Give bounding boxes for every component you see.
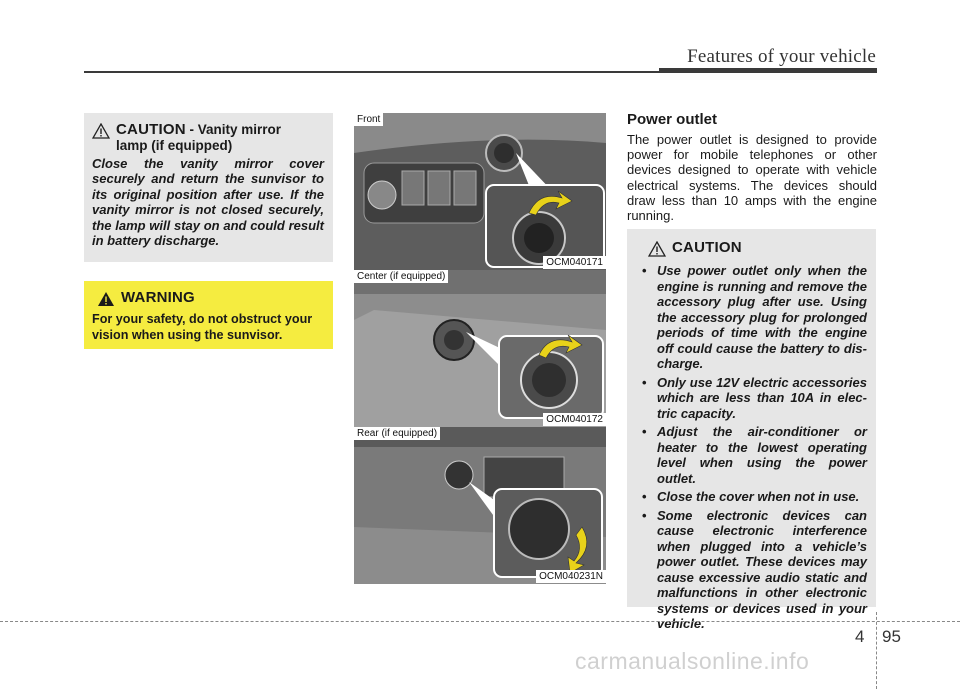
- warning-sunvisor-heading: WARNING: [121, 289, 195, 306]
- list-item: • Some electronic devices can cause electronic interference when plugged into a vehicle’s power outlet. These devices may cause excessive audio static and malfunctions in other electronic systems or devices used in your vehicle.: [642, 507, 867, 631]
- list-item: • Only use 12V electric accessories which are less than 10A in elec-tric capacity.: [642, 374, 867, 421]
- power-outlet-title: Power outlet: [627, 111, 718, 128]
- photo-rear-label: Rear (if equipped): [354, 427, 440, 440]
- caution-outlet-box: [627, 229, 876, 631]
- photo-front-label: Front: [354, 113, 383, 126]
- caution-vanity-heading-sub: - Vanity mirror: [185, 122, 282, 137]
- warning-triangle-icon: [97, 291, 115, 307]
- photo-center-outlet: [354, 270, 606, 427]
- caution-vanity-box: [84, 113, 333, 262]
- caution-vanity-heading: CAUTION: [116, 121, 186, 138]
- photo-rear-code: OCM040231N: [536, 570, 606, 583]
- photo-center-code: OCM040172: [543, 413, 606, 426]
- list-item: • Close the cover when not in use.: [642, 489, 860, 504]
- page-chapter-number: 4: [855, 627, 865, 646]
- warning-sunvisor-body: For your safety, do not obstruct your vision when using the sunvisor.: [92, 312, 313, 342]
- list-item: • Adjust the air-conditioner or heater to the lowest operating level when using the power outlet.: [642, 424, 867, 486]
- caution-triangle-icon: [648, 241, 666, 257]
- photo-front-outlet: [354, 113, 606, 270]
- footer-divider: [0, 621, 960, 622]
- warning-sunvisor-box: [84, 281, 333, 349]
- header-rule-accent: [659, 68, 877, 73]
- caution-triangle-icon: [92, 123, 110, 139]
- power-outlet-body: The power outlet is designed to provide power for mobile telephones or other devices designed to operate with vehicle electrical systems. The devices should draw less than 10 amps with the engine running.: [627, 132, 877, 224]
- photo-rear-outlet: [354, 427, 606, 584]
- photo-front-code: OCM040171: [543, 256, 606, 269]
- caution-outlet-heading: CAUTION: [672, 239, 742, 256]
- caution-vanity-body: Close the vanity mirror cover securely and return the sunvisor to its original position after use. If the vanity mirror is not closed securely, the lamp will stay on and could result in battery discharge.: [92, 156, 324, 249]
- footer-vertical-divider: [876, 612, 877, 689]
- page-number: 95: [882, 627, 901, 646]
- photo-center-label: Center (if equipped): [354, 270, 448, 283]
- list-item: • Use power outlet only when the engine is running and remove the accessory plug after use. Using the accessory plug for prolonged periods of time with the engine off could cause the battery to dis-charge.: [642, 263, 867, 371]
- caution-outlet-list: [636, 263, 867, 632]
- caution-vanity-heading-line2: lamp (if equipped): [116, 138, 233, 153]
- page-header-title: Features of your vehicle: [687, 46, 876, 67]
- watermark: carmanualsonline.info: [575, 648, 810, 674]
